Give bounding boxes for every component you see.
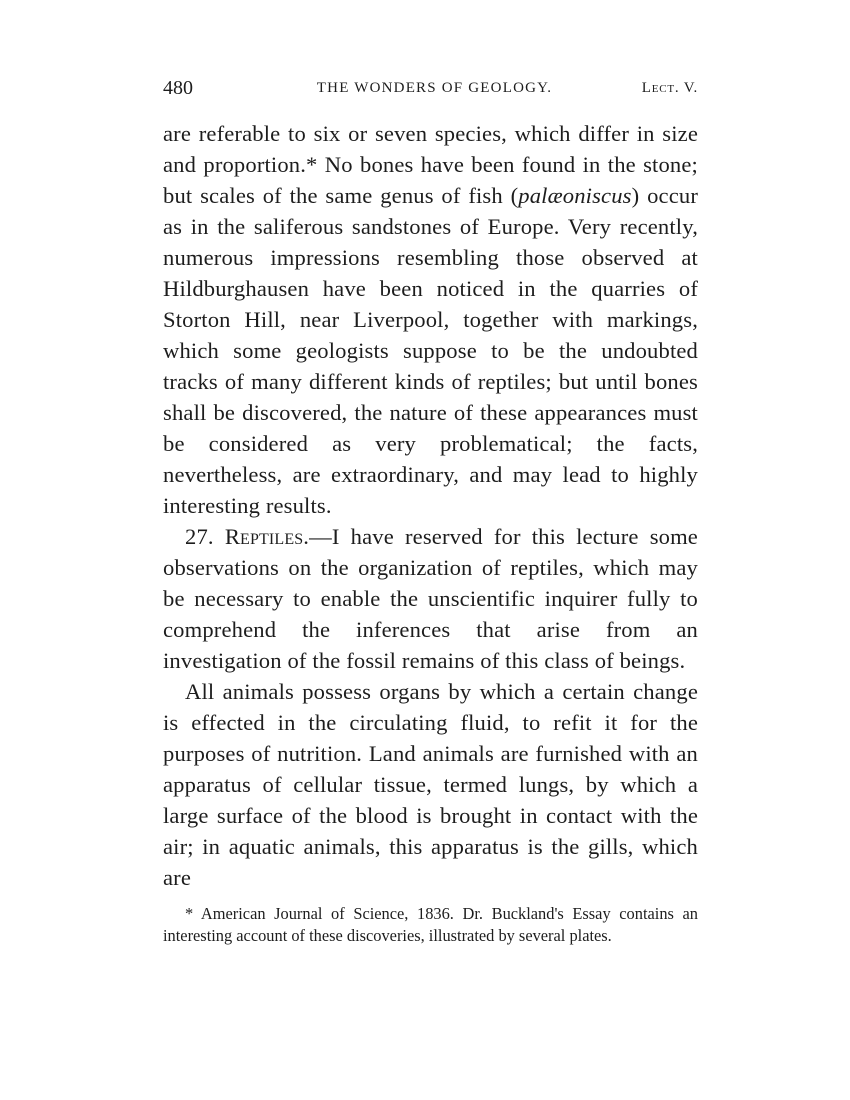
paragraph-text: —I have reserved for this lecture some observations on the organization of reptiles, which may be necessary to enable the unscientific inquirer fully to comprehend the inferences that arise from an investigation of the fossil remains of this class of beings.: [163, 524, 698, 673]
page-number: 480: [163, 77, 193, 99]
footnote: [163, 903, 698, 947]
paragraph-reptiles: [163, 521, 698, 676]
paragraph-text: All animals possess organs by which a certain change is effected in the circulating fluid, to refit it for the purposes of nutrition. Land animals are furnished with an apparatus of cellular tissue, termed lungs, by which a large surface of the blood is brought in contact with the air; in aquatic animals, this apparatus is the gills, which are: [163, 679, 698, 890]
paragraph-organs: [163, 676, 698, 893]
running-title: THE WONDERS OF GEOLOGY.: [316, 80, 553, 96]
section-number: 27.: [185, 524, 225, 549]
footnote-text: * American Journal of Science, 1836. Dr. Buckland's Essay contains an interesting account of these discoveries, illustrated by several plates.: [163, 904, 698, 945]
paragraph-continued: [163, 118, 698, 521]
lecture-reference: Lect. V.: [641, 80, 698, 96]
paragraph-text: ) occur as in the saliferous sandstones of Europe. Very recently, numerous impressions resembling those observed at Hildburghausen have been noticed in the quarries of Storton Hill, near Liverpool, together with markings, which some geologists suppose to be the undoubted tracks of many different kinds of reptiles; but until bones shall be discovered, the nature of these appearances must be considered as very problematical; the facts, nevertheless, are extraordinary, and may lead to highly interesting results.: [163, 183, 698, 518]
running-head: [163, 72, 698, 104]
paragraph-text: are referable to six or seven species, which differ in size and proportion.* No bones have been found in the stone; but scales of the same genus of fish (: [163, 121, 698, 208]
section-heading: Reptiles.: [224, 524, 310, 549]
book-page: [163, 72, 698, 947]
genus-name: palæoniscus: [518, 183, 632, 208]
body-text: [163, 118, 698, 893]
